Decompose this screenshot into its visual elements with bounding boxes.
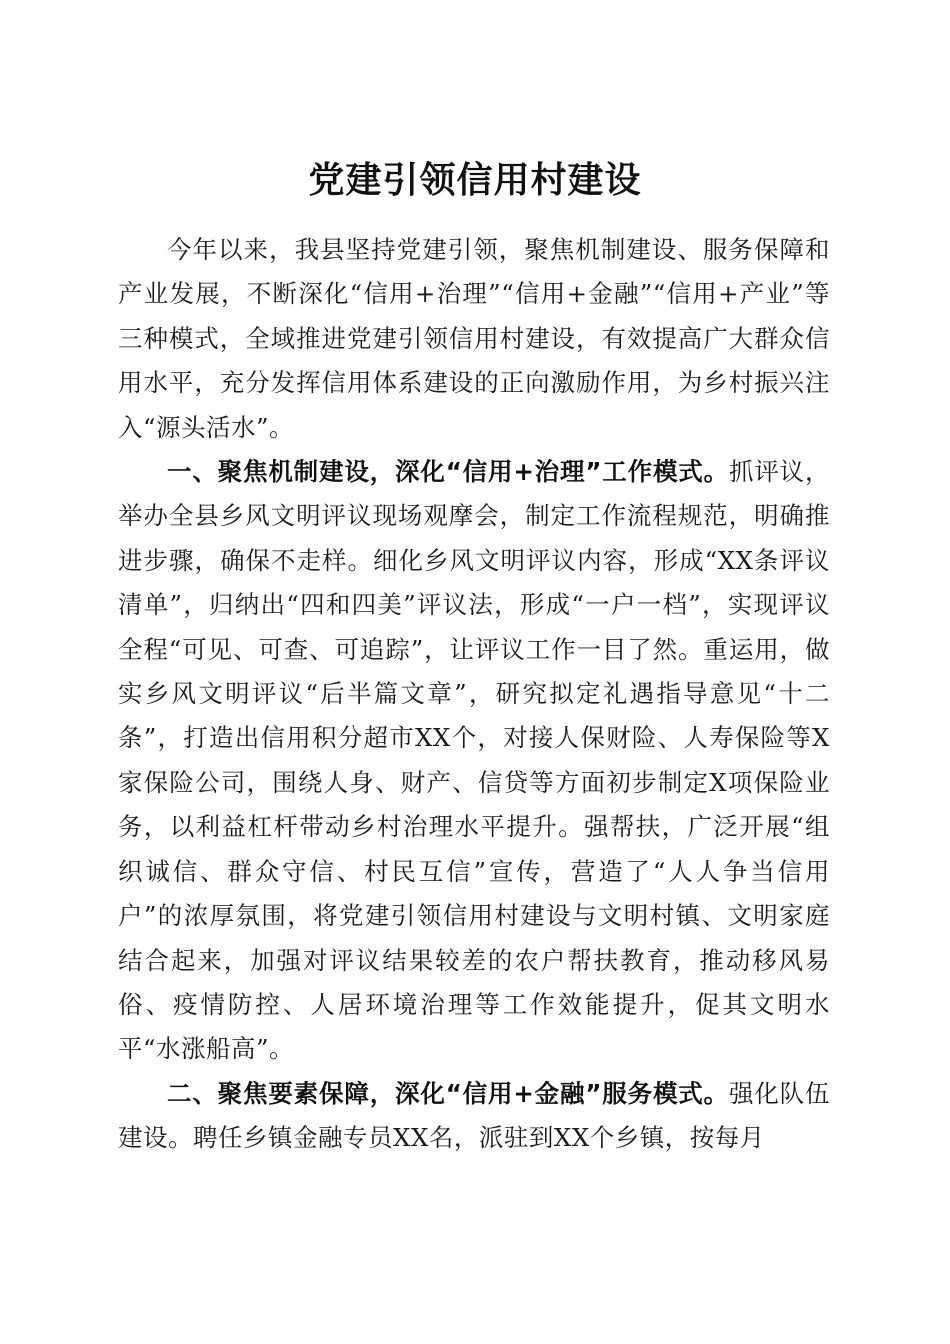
document-body [118, 228, 830, 1161]
section-heading: 一、聚焦机制建设，深化“信用+治理”工作模式。 [167, 457, 729, 487]
section-one-paragraph [118, 450, 830, 1072]
section-heading: 二、聚焦要素保障，深化“信用+金融”服务模式。 [167, 1078, 729, 1108]
intro-paragraph [118, 228, 830, 450]
paragraph-text: 今年以来，我县坚持党建引领，聚焦机制建设、服务保障和产业发展，不断深化“信用+治理”“信用+金融”“信用+产业”等三种模式，全域推进党建引领信用村建设，有效提高广大群众信用水平，充分发挥信用体系建设的正向激励作用，为乡村振兴注入“源头活水”。 [118, 235, 830, 442]
paragraph-text: 抓评议，举办全县乡风文明评议现场观摩会，制定工作流程规范，明确推进步骤，确保不走样。细化乡风文明评议内容，形成“XX条评议清单”，归纳出“四和四美”评议法，形成“一户一档”，实现评议全程“可见、可查、可追踪”，让评议工作一目了然。重运用，做实乡风文明评议“后半篇文章”，研究拟定礼遇指导意见“十二条”，打造出信用积分超市XX个，对接人保财险、人寿保险等X家保险公司，围绕人身、财产、信贷等方面初步制定X项保险业务，以利益杠杆带动乡村治理水平提升。强帮扶，广泛开展“组织诚信、群众守信、村民互信”宣传，营造了“人人争当信用户”的浓厚氛围，将党建引领信用村建设与文明村镇、文明家庭结合起来，加强对评议结果较差的农户帮扶教育，推动移风易俗、疫情防控、人居环境治理等工作效能提升，促其文明水平“水涨船高”。 [118, 457, 830, 1064]
paragraph-text: 强化队伍建设。聘任乡镇金融专员XX名，派驻到XX个乡镇，按每月 [118, 1078, 830, 1153]
section-two-paragraph [118, 1072, 830, 1161]
page-title: 党建引领信用村建设 [308, 160, 642, 202]
